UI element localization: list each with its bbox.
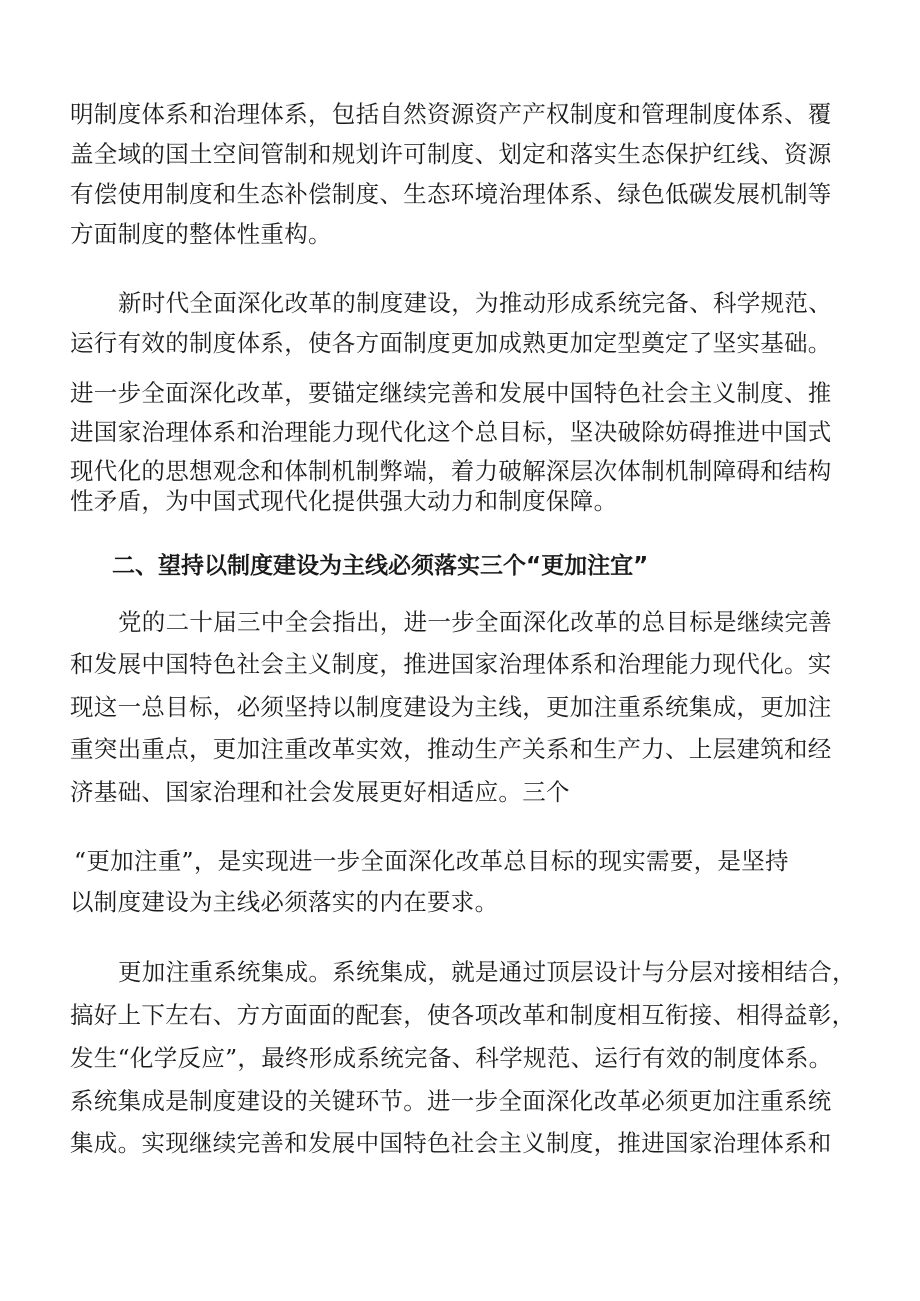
paragraph-3-line-4: 重突出重点，更加注重改革实效，推动生产关系和生产力、上层建筑和经	[70, 735, 832, 763]
paragraph-3-line-3: 现这一总目标，必须坚持以制度建设为主线，更加注重系统集成，更加注	[70, 693, 832, 721]
paragraph-1-line-1: 明制度体系和治理体系，包括自然资源资产产权制度和管理制度体系、覆	[70, 100, 832, 128]
paragraph-5-line-4: 系统集成是制度建设的关键环节。进一步全面深化改革必须更加注重系统	[70, 1087, 832, 1115]
paragraph-1-line-2: 盖全域的国土空间管制和规划许可制度、划定和落实生态保护红线、资源	[70, 140, 832, 168]
paragraph-2-line-5: 现代化的思想观念和体制机制弊端，着力破解深层次体制机制障碍和结构	[70, 457, 832, 485]
paragraph-1-line-4: 方面制度的整体性重构。	[70, 220, 332, 248]
section-heading: 二、望持以制度建设为主线必须落实三个“更加注宜”	[112, 553, 649, 579]
paragraph-3-line-1: 党的二十届三中全会指出，进一步全面深化改革的总目标是继续完善	[118, 608, 832, 636]
paragraph-2-line-6: 性矛盾，为中国式现代化提供强大动力和制度保障。	[70, 487, 618, 515]
paragraph-5-line-5: 集成。实现继续完善和发展中国特色社会主义制度，推进国家治理体系和	[70, 1129, 832, 1157]
paragraph-4-line-2: 以制度建设为主线必须落实的内在要求。	[70, 888, 499, 916]
paragraph-5-line-2: 搞好上下左右、方方面面的配套，使各项改革和制度相互衔接、相得益彰，	[70, 1001, 856, 1029]
paragraph-3-line-2: 和发展中国特色社会主义制度，推进国家治理体系和治理能力现代化。实	[70, 650, 832, 678]
paragraph-1-line-3: 有偿使用制度和生态补偿制度、生态环境治理体系、绿色低碳发展机制等	[70, 180, 832, 208]
paragraph-2-line-1: 新时代全面深化改革的制度建设，为推动形成系统完备、科学规范、	[118, 289, 832, 317]
paragraph-5-line-1: 更加注重系统集成。系统集成，就是通过顶层设计与分层对接相结合，	[118, 958, 856, 986]
paragraph-3-line-5: 济基础、国家治理和社会发展更好相适应。三个	[70, 778, 570, 806]
paragraph-2-line-4: 进国家治理体系和治理能力现代化这个总目标，坚决破除妨碍推进中国式	[70, 418, 832, 446]
paragraph-4-line-1: “更加注重”，是实现进一步全面深化改革总目标的现实需要，是坚持	[74, 847, 789, 875]
paragraph-5-line-3: 发生“化学反应”，最终形成系统完备、科学规范、运行有效的制度体系。	[70, 1044, 833, 1072]
paragraph-2-line-2: 运行有效的制度体系，使各方面制度更加成熟更加定型奠定了坚实基础。	[70, 329, 832, 357]
paragraph-2-line-3: 进一步全面深化改革，要锚定继续完善和发展中国特色社会主义制度、推	[70, 379, 832, 407]
